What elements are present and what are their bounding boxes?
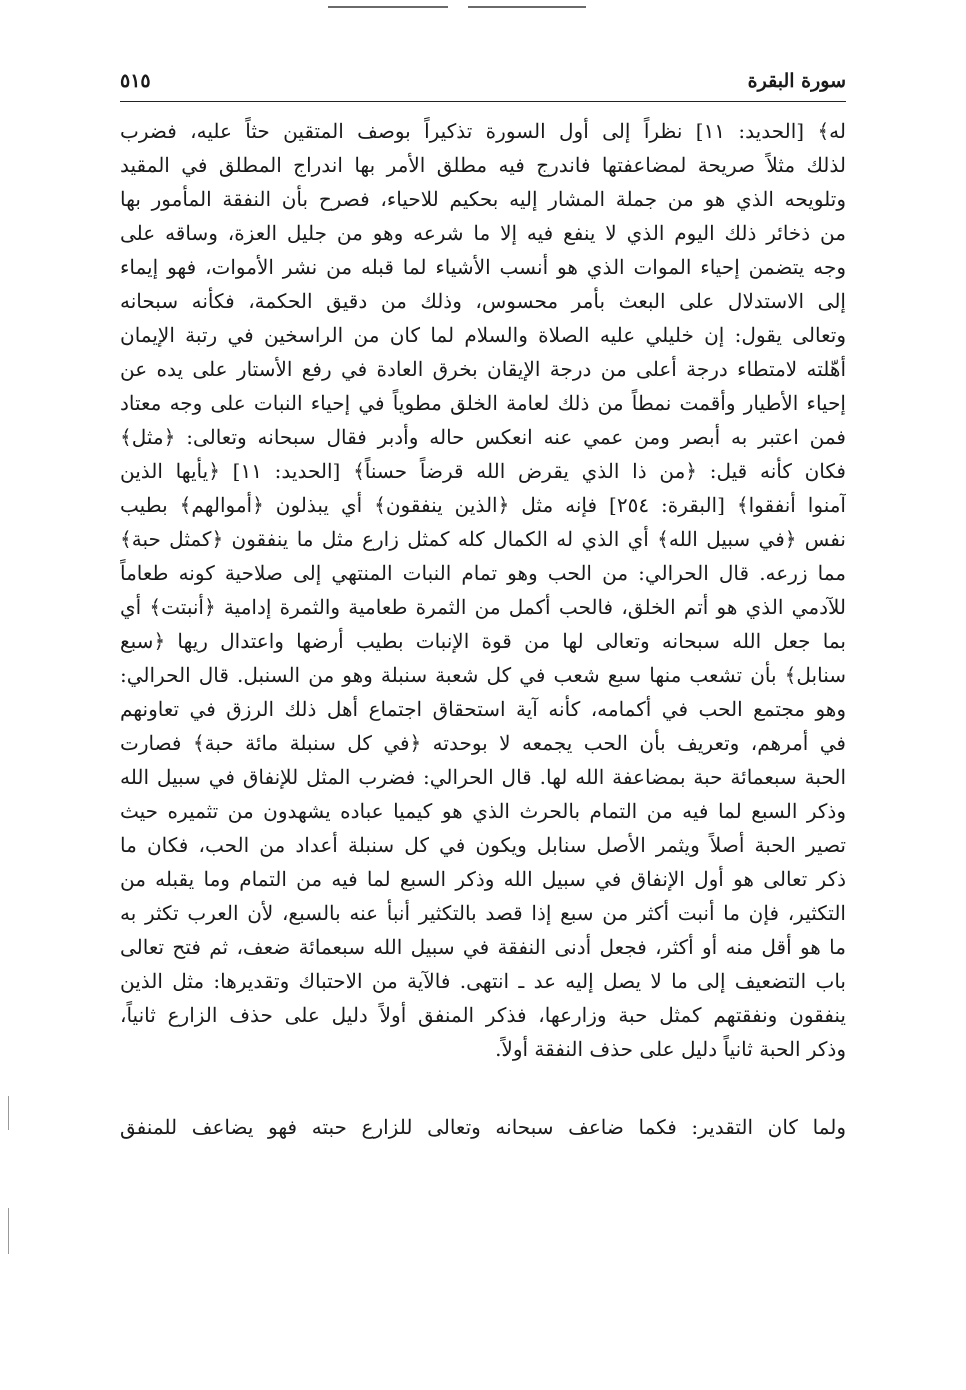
text-line: وجه يتضمن إحياء الموات الذي هو أنسب الأشياء لما قبله من نشر الأموات، فهو إيماء — [120, 255, 846, 279]
paragraph-gap — [120, 1066, 846, 1110]
page-body — [120, 114, 846, 1144]
text-line: ما هو أقل منه أو أكثر، فجعل أدنى النفقة في سبيل الله سبعمائة ضعف، ثم فتح تعالى — [120, 935, 846, 959]
page-number: ٥١٥ — [120, 70, 151, 92]
text-line: التكثير، فإن ما أنبت أكثر من سبع إذا قصد بالتكثير أنبأ عنه بالسبع، لأن العرب تكثر به — [120, 901, 846, 925]
text-line: نفس ﴿في سبيل الله﴾ أي الذي له الكمال كله كمثل زارع مثل ما ينفقون ﴿كمثل حبة﴾ — [120, 527, 846, 551]
text-line: لذلك مثلاً صريحة لمضاعفتها فاندرج فيه مطلق الأمر بها اندراج المطلق في المقيد — [120, 153, 846, 177]
text-line: باب التضعيف إلى ما لا يصل إليه عد ـ انتهى. فالآية من الاحتباك وتقديرها: مثل الذين — [120, 969, 846, 993]
text-line: إحياء الأطيار وأقمت نمطاً من ذلك لعامة الخلق مطوياً في إحياء النبات على وجه معتاد — [120, 391, 846, 415]
text-line: إلى الاستدلال على البعث بأمر محسوس، وذلك من دقيق الحكمة، فكأنه سبحانه — [120, 289, 846, 313]
text-line: ينفقون ونفقتهم كمثل حبة وزارعها، فذكر المنفق أولاً دليل على حذف الزارع ثانياً، — [120, 1003, 846, 1027]
text-line: بما جعل الله سبحانه وتعالى لها من قوة الإنبات بطيب أرضها واعتدال ريها ﴿سبع — [120, 629, 846, 653]
text-line: مما زرعه. قال الحرالي: من الحب وهو تمام النبات المنتهي إلى صلاحية كونه طعاماً — [120, 561, 846, 585]
closing-line: ولما كان التقدير: فكما ضاعف سبحانه وتعالى للزارع حبته فهو يضاعف للمنفق — [120, 1115, 846, 1139]
scan-margin-mark — [8, 1208, 9, 1254]
text-line: وهو مجتمع الحب في أكمامه، كأنه آية استحقاق اجتماع أهل ذلك الرزق في تعاونهم — [120, 697, 846, 721]
text-line: أهّلته لامتطاء درجة أعلى من درجة الإيقان بخرق العادة في رفع الأستار على يده عن — [120, 357, 846, 381]
surah-title: سورة البقرة — [747, 70, 846, 92]
text-line: له﴾ [الحديد: ١١] نظراً إلى أول السورة تذكيراً بوصف المتقين حثاً عليه، فضرب — [120, 119, 846, 143]
text-line: تصير الحبة أصلاً ويثمر الأصل سنابل ويكون في كل سنبلة أعداد من الحب، فكان ما — [120, 833, 846, 857]
text-line: وتعالى يقول: إن خليلي عليه الصلاة والسلام لما كان من الراسخين في رتبة الإيمان — [120, 323, 846, 347]
text-line: آمنوا أنفقوا﴾ [البقرة: ٢٥٤] فإنه مثل ﴿الذين ينفقون﴾ أي يبذلون ﴿أموالهم﴾ بطيب — [120, 493, 846, 517]
text-line: ذكر تعالى هو أول الإنفاق في سبيل الله وذكر السبع لما فيه من التمام وما يقبله من — [120, 867, 846, 891]
text-line: الحبة سبعمائة حبة بمضاعفة الله لها. قال الحرالي: فضرب المثل للإنفاق في سبيل الله — [120, 765, 846, 789]
text-line: فمن اعتبر به أبصر ومن عمي عنه انعكس حاله وأدبر فقال سبحانه وتعالى: ﴿مثل﴾ — [120, 425, 846, 449]
text-line: في أمرهم، وتعريف بأن الحب يجمعه لا بوحدته ﴿في كل سنبلة مائة حبة﴾ فصارت — [120, 731, 846, 755]
top-rule-left — [328, 6, 448, 8]
scan-margin-mark — [8, 1096, 9, 1130]
text-line: فكان كأنه قيل: ﴿من ذا الذي يقرض الله قرضاً حسناً﴾ [الحديد: ١١] ﴿يأيها الذين — [120, 459, 846, 483]
header-divider — [120, 101, 846, 102]
text-line: وذكر السبع لما فيه من التمام بالحرث الذي هو كيميا عباده يشهدون من تثميره حيث — [120, 799, 846, 823]
text-line: وذكر الحبة ثانياً دليل على حذف النفقة أولاً. — [495, 1037, 846, 1061]
text-line: سنابل﴾ بأن تشعب منها سبع شعب في كل شعبة سنبلة وهو من السنبل. قال الحرالي: — [120, 663, 846, 687]
text-line: من ذخائر ذلك اليوم الذي لا ينفع فيه إلا ما شرعه وهو من جليل العزة، وساقه على — [120, 221, 846, 245]
text-line: وتلويحه الذي هو من جملة المشار إليه بحكيم للاحياء، فصرح بأن النفقة المأمور بها — [120, 187, 846, 211]
page-header — [120, 64, 846, 104]
text-line: للآدمي الذي هو أتم الخلق، فالحب أكمل من الثمرة طعامية والثمرة إدامية ﴿أنبتت﴾ أي — [120, 595, 846, 619]
top-rule-right — [468, 6, 586, 8]
